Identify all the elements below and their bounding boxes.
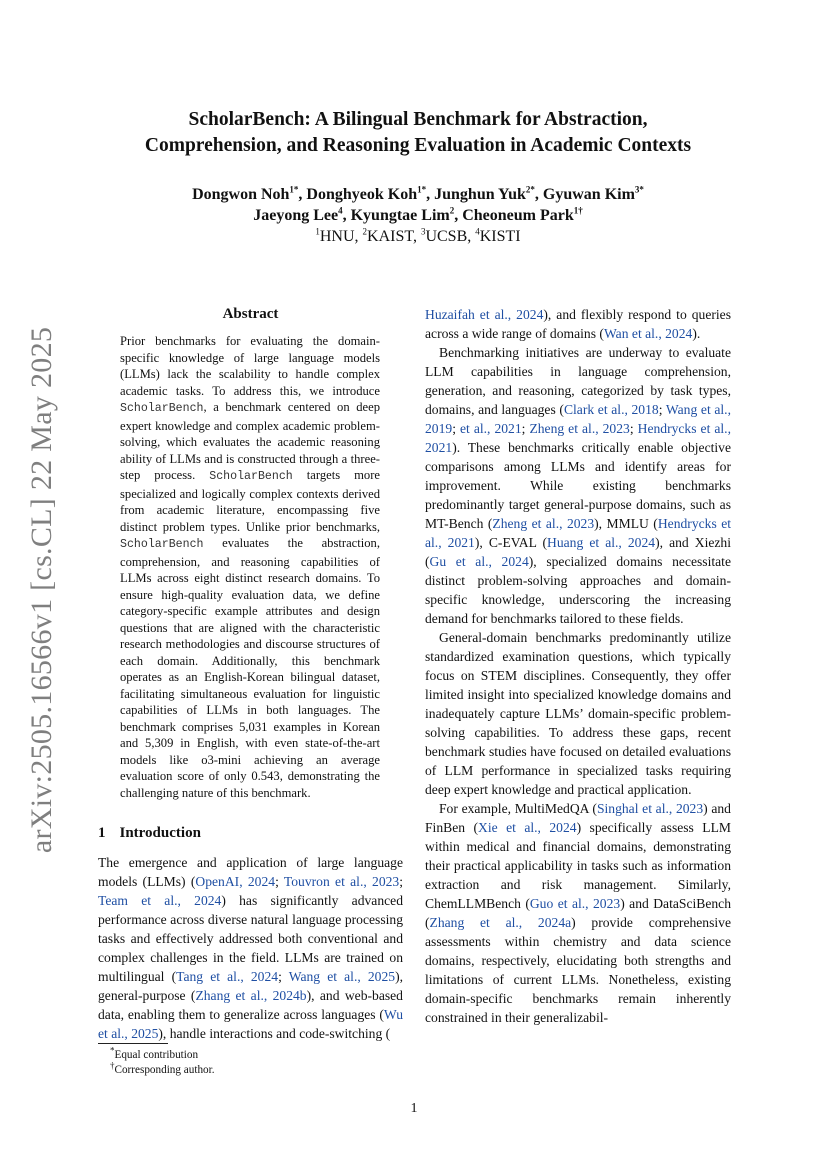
paper-title xyxy=(100,107,736,159)
benchmark-name: ScholarBench xyxy=(209,470,293,483)
body-text: ). xyxy=(692,326,701,341)
citation-link[interactable]: Wan et al., 2024 xyxy=(603,326,693,341)
affil-name: KAIST, xyxy=(367,228,421,245)
citation-link[interactable]: Clark et al., 2018 xyxy=(563,402,659,417)
body-text: ) provide comprehensive assessments within chemistry and data science domains, respectively, elucidating both strengths and limitations of current LLMs. Nonetheless, existing domain-specific benchmarks remain inherently constrained in their generalizabil- xyxy=(425,915,731,1025)
abstract-body xyxy=(120,333,380,801)
body-text: ) has significantly advanced performance across diverse natural language processing tasks and effectively addressed both conventional and complex challenges in the field. LLMs are trained on multilingual ( xyxy=(98,893,404,984)
citation-link[interactable]: Wu et al., 2025 xyxy=(98,1007,403,1041)
body-text: ; xyxy=(275,874,284,889)
body-text: ; xyxy=(521,421,530,436)
body-text: ), C-EVAL ( xyxy=(474,535,548,550)
citation-link[interactable]: Wang et al., 2019 xyxy=(425,402,731,436)
intro-paragraph-3: General-domain benchmarks predominantly utilize standardized examination questions, which typically focus on STEM disciplines. Consequently, they offer limited insight into specialized knowledge domains and inadequately capture LLMs’ domain-specific problem-solving capabilities. To address these gaps, recent benchmark studies have focused on detailed evaluations of LLM performance in specialized tasks requiring deep expert knowledge and practical application. xyxy=(425,630,731,797)
abstract-text: targets more specialized and logically complex contexts derived from academic literature, encompassing five distinct problem types. Unlike prior benchmarks, xyxy=(120,468,380,534)
author-name: Dongwon Noh xyxy=(192,186,290,203)
footnotes xyxy=(110,1045,215,1078)
intro-paragraph-2 xyxy=(425,343,731,628)
author-mark: 1† xyxy=(573,205,583,216)
footnote-mark: † xyxy=(110,1060,115,1071)
section-number: 1 xyxy=(98,825,106,841)
citation-link[interactable]: Guo et al., 2023 xyxy=(529,896,621,911)
citation-link[interactable]: Wang et al., 2025 xyxy=(288,969,396,984)
body-text: ), and web-based data, enabling them to generalize across languages ( xyxy=(98,988,403,1022)
body-text: ), specialized domains necessitate distinct problem-solving approaches and domain-specific knowledge, underscoring the increasing demand for benchmarks tailored to these fields. xyxy=(425,554,731,626)
citation-link[interactable]: Tang et al., 2024 xyxy=(176,969,279,984)
author-mark: 1* xyxy=(289,184,299,195)
body-text: The emergence and application of large language models (LLMs) ( xyxy=(98,855,403,889)
author-mark: 3* xyxy=(634,184,644,195)
body-text: ; xyxy=(278,969,289,984)
affil-name: KISTI xyxy=(479,228,521,245)
intro-paragraph-1-continued xyxy=(425,305,731,343)
footnote-text: Equal contribution xyxy=(114,1049,199,1061)
author-line: Dongwon Noh$^{1*}$, Donghyeok Koh$^{1*}$, Junghun Yuk$^{2*}$, Gyuwan Kim$^{3*}$ xyxy=(192,184,644,203)
author-name: Gyuwan Kim xyxy=(542,186,635,203)
body-text: ), general-purpose ( xyxy=(98,969,403,1003)
abstract-text: , a benchmark centered on deep expert knowledge and complex academic problem-solving, which evaluates the academic reasoning ability of LLMs and is constructed through a three-step process. xyxy=(120,400,380,482)
title-line: ScholarBench: A Bilingual Benchmark for Abstraction, xyxy=(188,109,648,130)
body-text: ), handle interactions and code-switching ( xyxy=(158,1026,391,1041)
citation-link[interactable]: Touvron et al., 2023 xyxy=(283,874,400,889)
affil-name: HNU, xyxy=(319,228,363,245)
citation-link[interactable]: et al., 2021 xyxy=(459,421,522,436)
citation-link[interactable]: Singhal et al., 2023 xyxy=(596,801,704,816)
arxiv-identifier-text: arXiv:2505.16566v1 [cs.CL] 22 May 2025 xyxy=(25,326,58,854)
footnote-rule xyxy=(98,1043,168,1044)
body-text: Benchmarking initiatives are underway to evaluate LLM capabilities in language comprehension, generation, and reasoning, categorized by task types, domains, and languages ( xyxy=(425,345,731,417)
body-text: ) and DataSciBench ( xyxy=(425,896,731,930)
affil-mark: 3 xyxy=(420,226,426,237)
citation-link[interactable]: OpenAI, 2024 xyxy=(195,874,276,889)
body-text: ; xyxy=(629,421,638,436)
footnote xyxy=(110,1045,215,1063)
citation-link[interactable]: Team et al., 2024 xyxy=(98,893,222,908)
author-name: Junghun Yuk xyxy=(434,186,526,203)
section-heading-introduction xyxy=(98,825,201,842)
author-name: Donghyeok Koh xyxy=(306,186,418,203)
citation-link[interactable]: Zhang et al., 2024b xyxy=(195,988,307,1003)
citation-link[interactable]: Zheng et al., 2023 xyxy=(492,516,595,531)
citation-link[interactable]: Hendrycks et al., 2021 xyxy=(425,421,731,455)
body-text: ; xyxy=(399,874,404,889)
title-line: Comprehension, and Reasoning Evaluation in Academic Contexts xyxy=(144,135,692,156)
author-mark: 1* xyxy=(417,184,427,195)
arxiv-identifier xyxy=(20,326,64,854)
author-mark: 2 xyxy=(449,205,455,216)
abstract-text: Prior benchmarks for evaluating the domain-specific knowledge of large language models (LLMs) lack the scalability to handle complex academic tasks. To address this, we introduce xyxy=(120,334,380,398)
citation-link[interactable]: Xie et al., 2024 xyxy=(478,820,577,835)
body-text: ). These benchmarks critically enable objective comparisons among LLMs and identify areas for improvement. While existing benchmarks predominantly target general-purpose domains, such as MT-Bench ( xyxy=(425,440,731,531)
body-text: ; xyxy=(658,402,666,417)
citation-link[interactable]: Huang et al., 2024 xyxy=(547,535,656,550)
right-column xyxy=(425,305,731,1027)
section-title: Introduction xyxy=(119,825,201,841)
footnote xyxy=(110,1060,215,1078)
footnote-text: Corresponding author. xyxy=(114,1064,215,1076)
benchmark-name: ScholarBench xyxy=(120,402,204,415)
body-text: ), and flexibly respond to queries across a wide range of domains ( xyxy=(425,307,731,341)
intro-paragraph-1 xyxy=(98,853,403,1043)
author-line: Jaeyong Lee$^4$, Kyungtae Lim$^2$, Cheoneum Park$^{1\dagger}$ xyxy=(253,205,583,224)
affil-mark: 4 xyxy=(475,226,480,237)
affiliations xyxy=(100,226,736,247)
body-text: For example, MultiMedQA ( xyxy=(439,801,597,816)
page-number: 1 xyxy=(410,1101,418,1116)
body-text: ) and FinBen ( xyxy=(425,801,731,835)
citation-link[interactable]: Zheng et al., 2023 xyxy=(529,421,630,436)
benchmark-name: ScholarBench xyxy=(120,538,204,551)
author-block xyxy=(100,184,736,247)
affil-mark: 1 xyxy=(315,226,320,237)
author-mark: 2* xyxy=(525,184,535,195)
author-mark: 4 xyxy=(338,205,343,216)
body-text: ; xyxy=(452,421,460,436)
citation-link[interactable]: Gu et al., 2024 xyxy=(429,554,529,569)
body-text: ), and Xiezhi ( xyxy=(425,535,731,569)
author-name: Jaeyong Lee xyxy=(253,207,339,224)
affil-name: UCSB, xyxy=(425,228,476,245)
citation-link[interactable]: Zhang et al., 2024a xyxy=(429,915,572,930)
abstract-heading: Abstract xyxy=(222,306,279,322)
intro-paragraph-4 xyxy=(425,799,731,1027)
citation-link[interactable]: Hendrycks et al., 2021 xyxy=(425,516,732,550)
footnote-mark: * xyxy=(110,1045,115,1056)
citation-link[interactable]: Huzaifah et al., 2024 xyxy=(425,307,544,322)
body-text: ) specifically assess LLM within medical and financial domains, demonstrating their practical applicability in tasks such as information extraction and risk management. Similarly, ChemLLMBench ( xyxy=(425,820,731,911)
author-name: Kyungtae Lim xyxy=(350,207,450,224)
body-text: ), MMLU ( xyxy=(594,516,658,531)
author-name: Cheoneum Park xyxy=(462,207,574,224)
abstract-text: evaluates the abstraction, comprehension, and reasoning capabilities of LLMs across eight distinct research domains. To ensure high-quality evaluation data, we define category-specific example attributes and design questions that are aligned with the characteristic research methodologies and discourse structures of each domain. Additionally, this benchmark operates as an English-Korean bilingual dataset, facilitating simultaneous evaluation for linguistic capabilities of LLMs in both languages. The benchmark comprises 5,031 examples in Korean and 5,309 in English, with even state-of-the-art models like o3-mini achieving an average evaluation score of only 0.543, demonstrating the challenging nature of this benchmark. xyxy=(120,536,380,800)
affil-mark: 2 xyxy=(362,226,368,237)
